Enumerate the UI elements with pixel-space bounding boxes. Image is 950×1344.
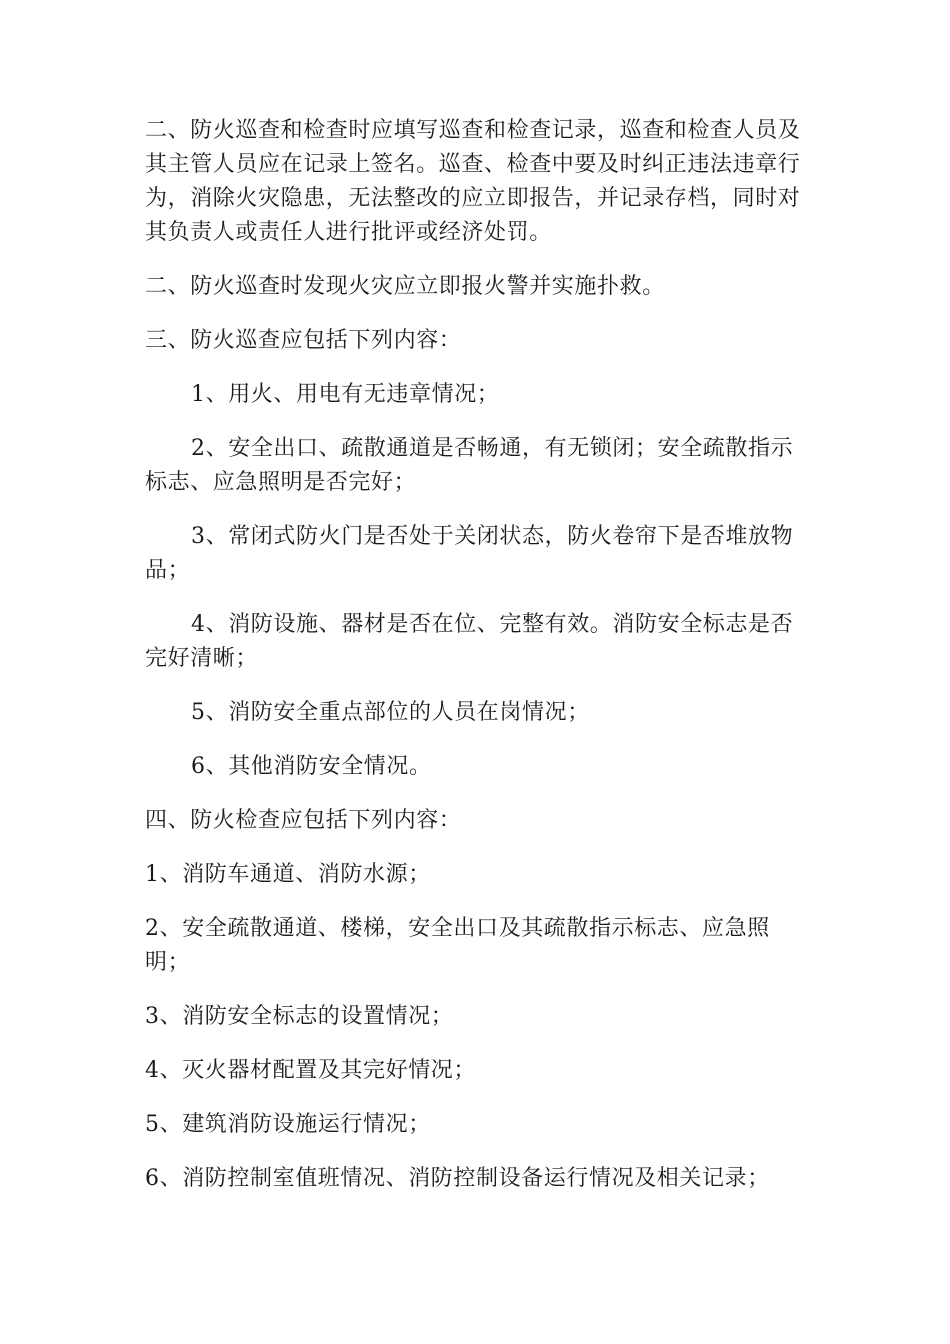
paragraph-patrol-records: 二、防火巡查和检查时应填写巡查和检查记录，巡查和检查人员及其主管人员应在记录上签名。巡查、检查中要及时纠正违法违章行为，消除火灾隐患，无法整改的应立即报告，并记录存档，同时对其负责人或责任人进行批评或经济处罚。 — [145, 118, 801, 245]
list-item: 3、常闭式防火门是否处于关闭状态，防火卷帘下是否堆放物品； — [145, 524, 794, 583]
list-item: 3、消防安全标志的设置情况； — [145, 1004, 454, 1029]
heading-inspection-contents: 四、防火检查应包括下列内容： — [145, 808, 462, 833]
list-item: 1、消防车通道、消防水源； — [145, 862, 431, 887]
list-item: 4、消防设施、器材是否在位、完整有效。消防安全标志是否完好清晰； — [145, 612, 794, 671]
list-item: 1、用火、用电有无违章情况； — [191, 382, 500, 407]
paragraph-fire-alarm: 二、防火巡查时发现火灾应立即报火警并实施扑救。 — [145, 274, 665, 299]
list-item: 4、灭火器材配置及其完好情况； — [145, 1058, 476, 1083]
list-item: 5、建筑消防设施运行情况； — [145, 1112, 431, 1137]
list-item: 2、安全疏散通道、楼梯，安全出口及其疏散指示标志、应急照明； — [145, 916, 770, 975]
heading-patrol-contents: 三、防火巡查应包括下列内容： — [145, 328, 462, 353]
list-item: 6、其他消防安全情况。 — [191, 754, 432, 779]
list-item: 2、安全出口、疏散通道是否畅通，有无锁闭；安全疏散指示标志、应急照明是否完好； — [145, 436, 794, 495]
document-page — [145, 114, 805, 1216]
list-item: 6、消防控制室值班情况、消防控制设备运行情况及相关记录； — [145, 1166, 770, 1191]
list-item: 5、消防安全重点部位的人员在岗情况； — [191, 700, 590, 725]
